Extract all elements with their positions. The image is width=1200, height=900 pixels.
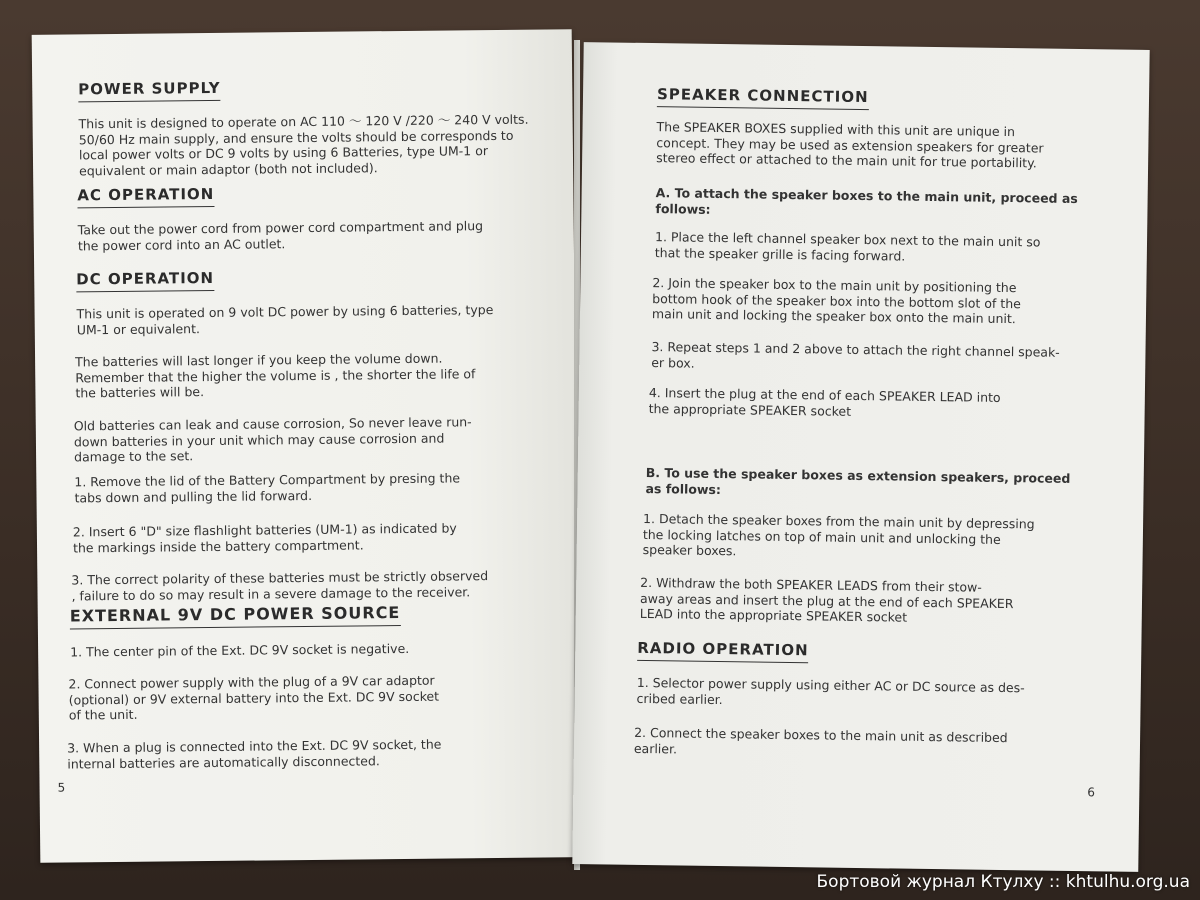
speaker-connection-a-item-4: 4. Insert the plug at the end of each SPEAKER LEAD into the appropriate SPEAKER socket bbox=[648, 385, 1001, 419]
dc-operation-item-1: 1. Remove the lid of the Battery Compartment by presing the tabs down and pulling the lid forward. bbox=[74, 470, 461, 505]
external-dc-item-3: 3. When a plug is connected into the Ext. DC 9V socket, the internal batteries are automatically disconnected. bbox=[67, 736, 442, 772]
speaker-connection-title: SPEAKER CONNECTION bbox=[657, 85, 869, 110]
speaker-connection-b-heading: B. To use the speaker boxes as extension speakers, proceed as follows: bbox=[645, 464, 1071, 497]
external-dc-item-1: 1. The center pin of the Ext. DC 9V socket is negative. bbox=[70, 640, 410, 660]
watermark: Бортовой журнал Ктулху :: khtulhu.org.ua bbox=[816, 872, 1190, 892]
ac-operation-title: AC OPERATION bbox=[77, 185, 214, 208]
page-number-left: 5 bbox=[57, 780, 66, 795]
page-number-right: 6 bbox=[1087, 785, 1096, 800]
external-dc-item-2: 2. Connect power supply with the plug of a 9V car adaptor (optional) or 9V external battery into the Ext. DC 9V socket of the unit. bbox=[68, 672, 440, 723]
dc-operation-p2: The batteries will last longer if you keep the volume down. Remember that the higher the volume is , the shorter the life of the batteries will be. bbox=[75, 350, 476, 401]
speaker-connection-b-item-1: 1. Detach the speaker boxes from the main unit by depressing the locking latches on top of main unit and unlocking the speaker boxes. bbox=[642, 510, 1035, 559]
speaker-connection-a-item-3: 3. Repeat steps 1 and 2 above to attach the right channel speak- er box. bbox=[651, 339, 1060, 371]
radio-operation-title: RADIO OPERATION bbox=[637, 639, 809, 663]
power-supply-title: POWER SUPPLY bbox=[78, 79, 221, 102]
dc-operation-item-3: 3. The correct polarity of these batteries must be strictly observed , failure to do so may result in a severe damage to the receiver. bbox=[71, 568, 489, 603]
speaker-connection-a-item-1: 1. Place the left channel speaker box next to the main unit so that the speaker grille is facing forward. bbox=[654, 229, 1041, 264]
radio-operation-item-1: 1. Selector power supply using either AC or DC source as des- cribed earlier. bbox=[636, 674, 1025, 707]
ac-operation-text: Take out the power cord from power cord compartment and plug the power cord into an AC outlet. bbox=[77, 218, 484, 253]
power-supply-text: This unit is designed to operate on AC 110 ～ 120 V /220 ～ 240 V volts. 50/60 Hz main supply, and ensure the volts should be corresponds to local power volts or DC 9 volts by using 6 Batteries, type UM-1 or equivalent or main adaptor (both not included). bbox=[78, 111, 529, 178]
right-page bbox=[572, 42, 1149, 872]
dc-operation-title: DC OPERATION bbox=[76, 269, 214, 292]
dc-operation-p1: This unit is operated on 9 volt DC power by using 6 batteries, type UM-1 or equivalent. bbox=[76, 302, 494, 337]
speaker-connection-b-item-2: 2. Withdraw the both SPEAKER LEADS from their stow- away areas and insert the plug at the end of each SPEAKER LEAD into the appropriate SPEAKER socket bbox=[639, 574, 1014, 625]
speaker-connection-intro: The SPEAKER BOXES supplied with this unit are unique in concept. They may be used as extension speakers for greater stereo effect or attached to the main unit for true portability. bbox=[656, 119, 1044, 171]
dc-operation-item-2: 2. Insert 6 "D" size flashlight batteries (UM-1) as indicated by the markings inside the battery compartment. bbox=[72, 520, 457, 555]
speaker-connection-a-item-2: 2. Join the speaker box to the main unit by positioning the bottom hook of the speaker box into the bottom slot of the main unit and locking the speaker box onto the main unit. bbox=[651, 275, 1021, 327]
dc-operation-p3: Old batteries can leak and cause corrosion, So never leave run- down batteries in your unit which may cause corrosion and damage to the set. bbox=[73, 414, 472, 465]
speaker-connection-a-heading: A. To attach the speaker boxes to the main unit, proceed as follows: bbox=[655, 185, 1078, 217]
left-page bbox=[32, 29, 581, 863]
radio-operation-item-2: 2. Connect the speaker boxes to the main unit as described earlier. bbox=[633, 724, 1008, 756]
external-dc-title: EXTERNAL 9V DC POWER SOURCE bbox=[70, 603, 401, 629]
